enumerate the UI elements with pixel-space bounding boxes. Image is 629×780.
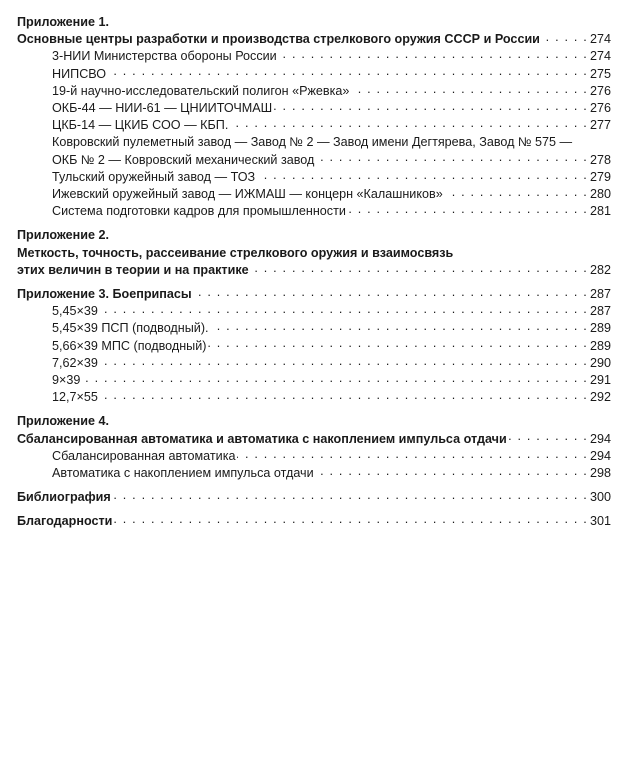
dot-leader xyxy=(230,119,588,129)
toc-entry[interactable] xyxy=(17,431,611,448)
toc-appendix-4 xyxy=(17,413,611,482)
toc-entry[interactable] xyxy=(17,355,611,372)
dot-leader xyxy=(114,515,588,525)
dot-leader xyxy=(208,340,588,350)
entry-title: Ижевский оружейный завод — ИЖМАШ — концерн «Калашников» xyxy=(52,187,443,202)
dot-leader xyxy=(316,467,588,477)
page-number: 279 xyxy=(589,169,611,184)
toc-entry[interactable] xyxy=(17,48,611,65)
toc-entry[interactable] xyxy=(17,286,611,303)
page-number: 287 xyxy=(589,304,611,319)
appendix-label: Приложение 2. xyxy=(17,228,109,243)
page-number: 300 xyxy=(589,490,611,505)
entry-title: 12,7×55 xyxy=(52,390,98,405)
page-number: 278 xyxy=(589,152,611,167)
dot-leader xyxy=(100,305,588,315)
toc-appendix-2 xyxy=(17,227,611,279)
entry-title: Тульский оружейный завод — ТОЗ xyxy=(52,169,256,184)
dot-leader xyxy=(445,188,588,198)
page-number: 301 xyxy=(589,514,611,529)
entry-title: 3-НИИ Министерства обороны России xyxy=(52,49,277,64)
entry-title: Основные центры разработки и производства стрелкового оружия СССР и России xyxy=(17,32,540,47)
entry-title: Меткость, точность, рассеивание стрелкового оружия и взаимосвязь xyxy=(17,245,454,260)
toc-appendix-3 xyxy=(17,286,611,406)
page-number: 276 xyxy=(589,83,611,98)
toc-entry[interactable] xyxy=(17,320,611,337)
page-number: 294 xyxy=(589,448,611,463)
dot-leader xyxy=(194,288,588,298)
dot-leader xyxy=(113,491,588,501)
entry-title: Сбалансированная автоматика xyxy=(52,448,236,463)
dot-leader xyxy=(82,374,588,384)
toc-entry[interactable] xyxy=(17,303,611,320)
entry-title: ЦКБ-14 — ЦКИБ СОО — КБП. xyxy=(52,118,229,133)
toc-entry[interactable] xyxy=(17,372,611,389)
entry-title: ОКБ-44 — НИИ-61 — ЦНИИТОЧМАШ xyxy=(52,101,273,116)
toc-entry[interactable] xyxy=(17,513,611,530)
toc-entry[interactable] xyxy=(17,489,611,506)
appendix-label: Приложение 1. xyxy=(17,15,109,29)
toc-acknowledgements xyxy=(17,513,611,530)
entry-title: Ковровский пулеметный завод — Завод № 2 — Завод имени Дегтярева, Завод № 575 — xyxy=(52,135,573,150)
toc-heading-label xyxy=(17,227,611,244)
toc-heading-label xyxy=(17,413,611,430)
dot-leader xyxy=(279,50,588,60)
page-number: 287 xyxy=(589,287,611,302)
entry-title: Система подготовки кадров для промышленности xyxy=(52,204,346,219)
appendix-label: Приложение 4. xyxy=(17,414,109,429)
entry-title: 7,62×39 xyxy=(52,355,98,370)
toc-entry[interactable] xyxy=(17,31,611,48)
toc-entry[interactable] xyxy=(17,186,611,203)
entry-title-line2: ОКБ № 2 — Ковровский механический завод xyxy=(52,152,315,167)
page-number: 282 xyxy=(589,262,611,277)
dot-leader xyxy=(100,391,588,401)
entry-title-line2: этих величин в теории и на практике xyxy=(17,262,249,277)
toc-entry[interactable] xyxy=(17,152,611,169)
toc-appendix-1 xyxy=(17,14,611,220)
page-number: 274 xyxy=(589,32,611,47)
entry-title: НИПСВО xyxy=(52,66,107,81)
toc-entry-continued[interactable] xyxy=(17,134,611,151)
entry-title: Автоматика с накоплением импульса отдачи xyxy=(52,466,314,481)
entry-title: 5,45×39 xyxy=(52,304,98,319)
dot-leader xyxy=(274,102,588,112)
dot-leader xyxy=(251,264,588,274)
toc-entry[interactable] xyxy=(17,203,611,220)
toc-entry[interactable] xyxy=(17,338,611,355)
dot-leader xyxy=(316,154,588,164)
toc-entry[interactable] xyxy=(17,100,611,117)
page-number: 294 xyxy=(589,431,611,446)
entry-title: 19-й научно-исследовательский полигон «Ржевка» xyxy=(52,83,350,98)
dot-leader xyxy=(257,171,588,181)
dot-leader xyxy=(237,450,588,460)
entry-title: Приложение 3. Боеприпасы xyxy=(17,287,192,302)
dot-leader xyxy=(108,68,588,78)
entry-title: 5,66×39 МПС (подводный) xyxy=(52,338,207,353)
toc-entry[interactable] xyxy=(17,66,611,83)
page-number: 275 xyxy=(589,66,611,81)
toc-entry[interactable] xyxy=(17,262,611,279)
dot-leader xyxy=(351,85,588,95)
page-number: 274 xyxy=(589,49,611,64)
dot-leader xyxy=(542,33,588,43)
page-number: 289 xyxy=(589,338,611,353)
toc-bibliography xyxy=(17,489,611,506)
page-number: 298 xyxy=(589,466,611,481)
entry-title: Благодарности xyxy=(17,514,113,529)
entry-title: Библиография xyxy=(17,490,111,505)
dot-leader xyxy=(211,322,588,332)
toc-entry[interactable] xyxy=(17,83,611,100)
dot-leader xyxy=(509,433,588,443)
page-number: 292 xyxy=(589,390,611,405)
entry-title: Сбалансированная автоматика и автоматика с накоплением импульса отдачи xyxy=(17,431,507,446)
entry-title: 9×39 xyxy=(52,373,81,388)
toc-entry[interactable] xyxy=(17,169,611,186)
table-of-contents xyxy=(17,14,611,538)
page-number: 281 xyxy=(589,204,611,219)
page-number: 277 xyxy=(589,118,611,133)
entry-title: 5,45×39 ПСП (подводный). xyxy=(52,321,209,336)
page-number: 291 xyxy=(589,373,611,388)
toc-entry[interactable] xyxy=(17,389,611,406)
toc-entry[interactable] xyxy=(17,448,611,465)
dot-leader xyxy=(348,205,588,215)
toc-entry-continued[interactable] xyxy=(17,245,611,262)
page-number: 290 xyxy=(589,355,611,370)
page-number: 280 xyxy=(589,187,611,202)
toc-entry[interactable] xyxy=(17,465,611,482)
page-number: 289 xyxy=(589,321,611,336)
toc-heading-label xyxy=(17,14,611,31)
page-number: 276 xyxy=(589,101,611,116)
dot-leader xyxy=(100,357,588,367)
toc-entry[interactable] xyxy=(17,117,611,134)
